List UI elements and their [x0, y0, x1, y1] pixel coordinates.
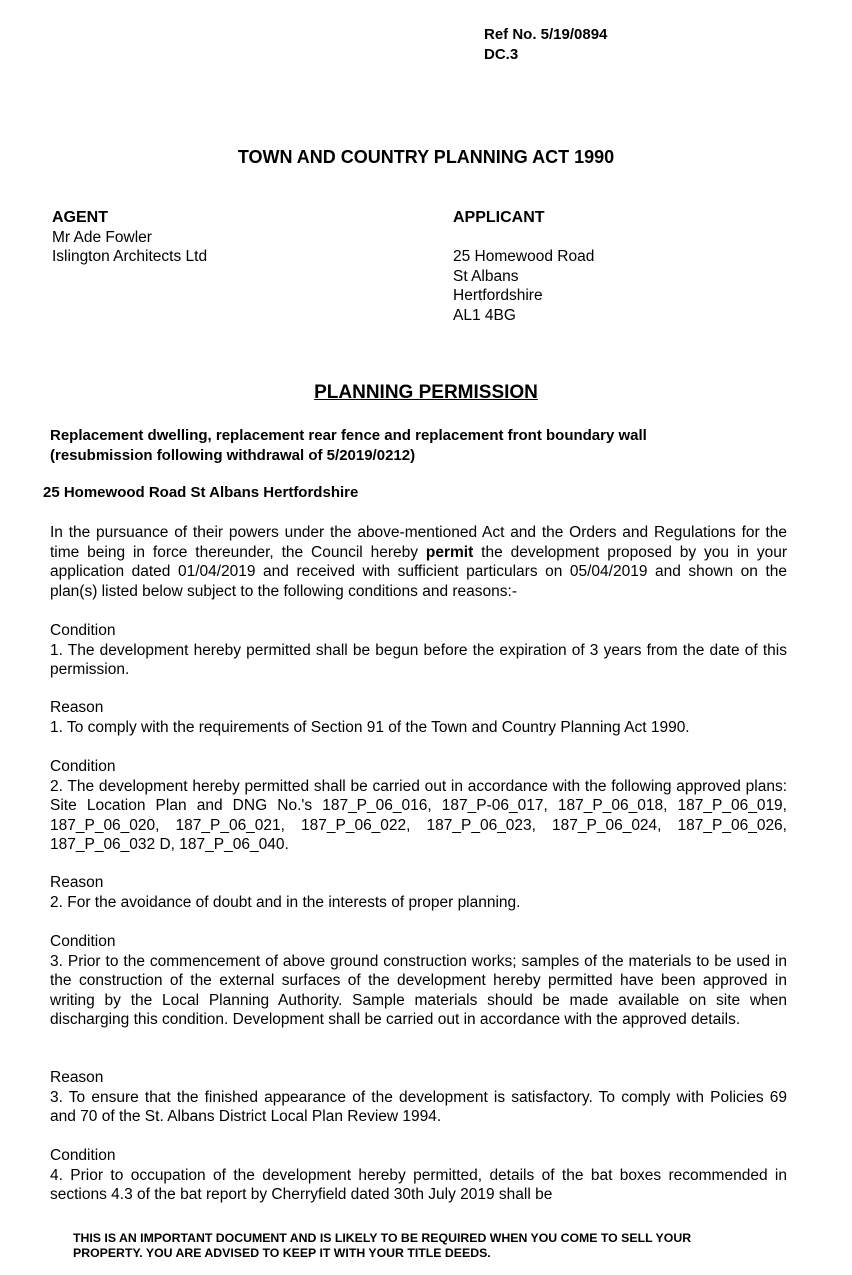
- intro-paragraph: [50, 523, 787, 601]
- condition-3: [50, 932, 787, 1030]
- permission-title-wrap: [0, 382, 852, 404]
- section-heading: Condition: [50, 933, 116, 950]
- permission-title: PLANNING PERMISSION: [314, 382, 538, 403]
- section-text: 3. Prior to the commencement of above ground construction works; samples of the materials to be used in the construction of the external surfaces of the development hereby permitted have been approved in writing by the Local Planning Authority. Sample materials should be made available on site when discharging this condition. Development shall be carried out in accordance with the approved details.: [50, 952, 787, 1028]
- agent-block: [52, 208, 207, 267]
- reference-block: [484, 25, 607, 65]
- agent-line: Mr Ade Fowler: [52, 228, 152, 246]
- description-line: (resubmission following withdrawal of 5/2019/0212): [50, 446, 416, 464]
- applicant-line: 25 Homewood Road: [453, 248, 595, 265]
- applicant-line: AL1 4BG: [453, 306, 516, 324]
- reference-number: Ref No. 5/19/0894: [484, 26, 608, 43]
- footer-line: THIS IS AN IMPORTANT DOCUMENT AND IS LIKELY TO BE REQUIRED WHEN YOU COME TO SELL YOUR: [73, 1231, 692, 1245]
- agent-line: Islington Architects Ltd: [52, 248, 208, 265]
- section-heading: Condition: [50, 758, 116, 775]
- section-text: 2. For the avoidance of doubt and in the interests of proper planning.: [50, 893, 521, 911]
- condition-4: [50, 1146, 787, 1205]
- section-text: 4. Prior to occupation of the development hereby permitted, details of the bat boxes recommended in sections 4.3 of the bat report by Cherryfield dated 30th July 2019 shall be: [50, 1166, 787, 1203]
- condition-1: [50, 621, 787, 680]
- section-heading: Reason: [50, 699, 104, 716]
- description-line: Replacement dwelling, replacement rear fence and replacement front boundary wall: [50, 427, 647, 444]
- applicant-spacer: [453, 228, 594, 248]
- applicant-line: St Albans: [453, 267, 519, 285]
- reason-2: [50, 873, 787, 912]
- agent-heading: AGENT: [52, 209, 108, 226]
- act-title: TOWN AND COUNTRY PLANNING ACT 1990: [237, 147, 615, 167]
- applicant-block: [453, 208, 594, 325]
- condition-2: [50, 757, 787, 855]
- section-heading: Condition: [50, 1147, 116, 1164]
- intro-permit-word: permit: [425, 543, 474, 561]
- intro-text: In the pursuance of their powers under the above-mentioned Act and the Orders and Regulations for the time being in force thereunder, the Council hereby: [50, 524, 787, 561]
- section-text: 3. To ensure that the finished appearance of the development is satisfactory. To comply with Policies 69 and 70 of the St. Albans District Local Plan Review 1994.: [50, 1088, 787, 1125]
- section-heading: Reason: [50, 1069, 104, 1086]
- section-heading: Reason: [50, 874, 104, 891]
- document-code: DC.3: [484, 46, 519, 63]
- footer-notice: [73, 1231, 793, 1261]
- applicant-heading: APPLICANT: [453, 209, 545, 226]
- section-text: 1. To comply with the requirements of Section 91 of the Town and Country Planning Act 1990.: [50, 718, 690, 736]
- section-text: 2. The development hereby permitted shall be carried out in accordance with the following approved plans: Site Location Plan and DNG No.'s 187_P_06_016, 187_P-06_017, 187_P_06_018, 187_P_06_019, 187_P_06_020, 187_P_06_021, 187_P_06_022, 187_P_06_023, 187_P_06_024, 187_P_06_026, 187_P_06_032 D, 187_P_06_040.: [50, 777, 787, 853]
- applicant-line: Hertfordshire: [453, 287, 543, 304]
- footer-line: PROPERTY. YOU ARE ADVISED TO KEEP IT WITH YOUR TITLE DEEDS.: [73, 1246, 491, 1260]
- reason-3: [50, 1068, 787, 1127]
- development-description: [50, 426, 647, 465]
- site-address: 25 Homewood Road St Albans Hertfordshire: [43, 484, 359, 501]
- reason-1: [50, 698, 787, 737]
- intro-text-rest: the development proposed by you in your application dated 01/04/2019 and received with sufficient particulars on 05/04/2019 and shown on the plan(s) listed below subject to the following conditions and reasons:-: [50, 543, 787, 600]
- section-heading: Condition: [50, 622, 116, 639]
- section-text: 1. The development hereby permitted shall be begun before the expiration of 3 years from the date of this permission.: [50, 641, 787, 678]
